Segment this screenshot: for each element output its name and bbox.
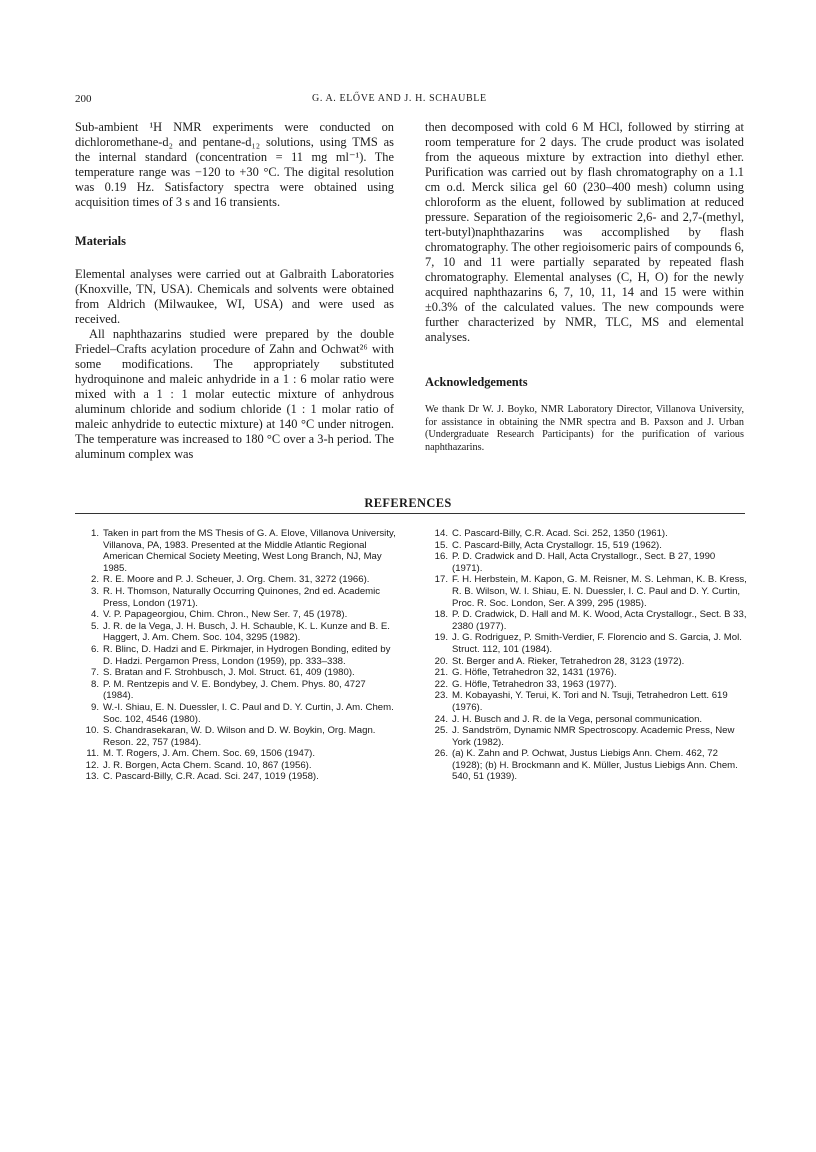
reference-number: 4. bbox=[90, 609, 99, 621]
reference-text: S. Bratan and F. Strohbusch, J. Mol. Struct. 61, 409 (1980). bbox=[103, 667, 355, 679]
reference-item bbox=[80, 725, 398, 748]
reference-number: 25. bbox=[434, 725, 448, 737]
references-divider bbox=[75, 513, 745, 514]
reference-number: 20. bbox=[434, 655, 448, 667]
reference-item bbox=[80, 574, 398, 586]
reference-text: W.-I. Shiau, E. N. Duessler, I. C. Paul and D. Y. Curtin, J. Am. Chem. Soc. 102, 4546 (1980). bbox=[103, 701, 394, 725]
reference-text: P. D. Cradwick and D. Hall, Acta Crystallogr., Sect. B 27, 1990 (1971). bbox=[452, 551, 716, 574]
reference-number: 8. bbox=[90, 678, 99, 690]
reference-item bbox=[429, 679, 747, 691]
reference-number: 11. bbox=[86, 748, 99, 760]
reference-number: 21. bbox=[434, 667, 448, 679]
reference-text: J. G. Rodriguez, P. Smith-Verdier, F. Florencio and S. Garcia, J. Mol. Struct. 112, 101 (1984). bbox=[452, 632, 742, 655]
reference-text: R. E. Moore and P. J. Scheuer, J. Org. Chem. 31, 3272 (1966). bbox=[103, 574, 370, 586]
reference-text: J. R. Borgen, Acta Chem. Scand. 10, 867 (1956). bbox=[103, 759, 312, 771]
reference-item bbox=[429, 725, 747, 748]
reference-item bbox=[429, 632, 747, 655]
reference-text: F. H. Herbstein, M. Kapon, G. M. Reisner, M. S. Lehman, K. B. Kress, R. B. Wilson, W. I. Shiau, E. N. Duessler, I. C. Paul and D. Y. Curtin, Proc. R. Soc. London, Ser. A 399, 295 (1985). bbox=[452, 574, 747, 609]
reference-number: 23. bbox=[434, 690, 448, 702]
reference-item bbox=[80, 609, 398, 621]
reference-text: C. Pascard-Billy, C.R. Acad. Sci. 247, 1019 (1958). bbox=[103, 771, 319, 783]
reference-text: M. T. Rogers, J. Am. Chem. Soc. 69, 1506 (1947). bbox=[103, 748, 316, 760]
acknowledgements-heading: Acknowledgements bbox=[425, 375, 528, 389]
reference-text: J. H. Busch and J. R. de la Vega, personal communication. bbox=[452, 713, 703, 725]
reference-number: 7. bbox=[90, 667, 99, 679]
reference-number: 1. bbox=[90, 528, 99, 539]
reference-text: M. Kobayashi, Y. Terui, K. Tori and N. Tsuji, Tetrahedron Lett. 619 (1976). bbox=[452, 690, 728, 713]
materials-paragraph: Elemental analyses were carried out at Galbraith Laboratories (Knoxville, TN, USA). Chemicals and solvents were obtained from Aldrich (Milwaukee, WI, USA) and were used as received. bbox=[75, 267, 394, 326]
reference-number: 15. bbox=[434, 539, 448, 551]
reference-text: J. R. de la Vega, J. H. Busch, J. H. Schauble, K. L. Kunze and B. E. Haggert, J. Am. Chem. Soc. 104, 3295 (1982). bbox=[103, 620, 390, 644]
reference-item bbox=[80, 528, 398, 574]
reference-item bbox=[429, 609, 747, 632]
reference-number: 9. bbox=[90, 701, 99, 713]
purification-paragraph: then decomposed with cold 6 M HCl, followed by stirring at room temperature for 2 days. The crude product was isolated from the aqueous mixture by extraction into diethyl ether. Purification was carried out by flash chromatography on a 1.1 cm o.d. Merck silica gel 60 (230–400 mesh) column using chloroform as the eluent, followed by sublimation at reduced pressure. Separation of the regioisomeric 2,6- and 2,7-(methyl, tert-butyl)naphthazarins was accomplished by flash chromatography. The other regioisomeric pairs of compounds 6, 7, 10 and 11 were partially separated by repeated flash chromatography. Elemental analyses (C, H, O) for the newly acquired naphthazarins 6, 7, 10, 11, 14 and 15 were within ±0.3% of the calculated values. The new compounds were further characterized by NMR, TLC, MS and elemental analyses. bbox=[425, 120, 744, 344]
reference-item bbox=[429, 656, 747, 668]
page-number: 200 bbox=[75, 93, 92, 105]
reference-text: S. Chandrasekaran, W. D. Wilson and D. W. Boykin, Org. Magn. Reson. 22, 757 (1984). bbox=[103, 725, 376, 748]
reference-item bbox=[429, 690, 747, 713]
reference-text: St. Berger and A. Rieker, Tetrahedron 28, 3123 (1972). bbox=[452, 655, 685, 667]
running-head: G. A. ELŐVE AND J. H. SCHAUBLE bbox=[312, 93, 487, 104]
references-list-right bbox=[429, 528, 747, 783]
materials-heading: Materials bbox=[75, 234, 126, 248]
reference-item bbox=[80, 679, 398, 702]
reference-number: 22. bbox=[434, 678, 448, 690]
reference-item bbox=[429, 667, 747, 679]
reference-text: P. D. Cradwick, D. Hall and M. K. Wood, Acta Crystallogr., Sect. B 33, 2380 (1977). bbox=[452, 609, 747, 632]
reference-item bbox=[429, 540, 747, 552]
reference-item bbox=[80, 702, 398, 725]
reference-number: 26. bbox=[434, 748, 448, 760]
reference-text: J. Sandström, Dynamic NMR Spectroscopy. Academic Press, New York (1982). bbox=[452, 725, 735, 748]
reference-text: R. Blinc, D. Hadzi and E. Pirkmajer, in Hydrogen Bonding, edited by D. Hadzi. Pergamon Press, London (1959), pp. 333–338. bbox=[103, 643, 391, 667]
left-column bbox=[75, 120, 394, 462]
reference-text: (a) K. Zahn and P. Ochwat, Justus Liebigs Ann. Chem. 462, 72 (1928); (b) H. Brockmann and K. Müller, Justus Liebigs Ann. Chem. 540, 51 (1939). bbox=[452, 748, 738, 783]
reference-item bbox=[429, 574, 747, 609]
references-list-left bbox=[80, 528, 398, 783]
reference-number: 17. bbox=[434, 574, 448, 586]
reference-number: 5. bbox=[90, 620, 99, 632]
reference-text: C. Pascard-Billy, Acta Crystallogr. 15, 519 (1962). bbox=[452, 539, 662, 551]
reference-number: 19. bbox=[434, 632, 448, 644]
references-heading: REFERENCES bbox=[364, 496, 452, 510]
reference-number: 18. bbox=[434, 609, 448, 621]
reference-text: G. Höfle, Tetrahedron 33, 1963 (1977). bbox=[452, 678, 617, 690]
reference-item bbox=[429, 748, 747, 783]
right-column bbox=[425, 120, 744, 454]
reference-number: 2. bbox=[90, 574, 99, 586]
nmr-experiments-paragraph: Sub-ambient ¹H NMR experiments were conducted on dichloromethane-d₂ and pentane-d₁₂ solutions, using TMS as the internal standard (concentration = 11 mg ml⁻¹). The temperature range was −120 to +30 °C. The digital resolution was 0.19 Hz. Satisfactory spectra were obtained using acquisition times of 3 s and 16 transients. bbox=[75, 120, 394, 209]
reference-text: R. H. Thomson, Naturally Occurring Quinones, 2nd ed. Academic Press, London (1971). bbox=[103, 585, 381, 609]
reference-number: 12. bbox=[85, 759, 99, 771]
reference-item bbox=[429, 551, 747, 574]
reference-text: P. M. Rentzepis and V. E. Bondybey, J. Chem. Phys. 80, 4727 (1984). bbox=[103, 678, 366, 702]
reference-text: G. Höfle, Tetrahedron 32, 1431 (1976). bbox=[452, 667, 617, 679]
synthesis-paragraph: All naphthazarins studied were prepared by the double Friedel–Crafts acylation procedure of Zahn and Ochwat²⁶ with some modifications. The appropriately substituted hydroquinone and maleic anhydride in a 1 : 6 molar ratio were mixed with a 1 : 1 molar eutectic mixture of anhydrous aluminum chloride and sodium chloride (1 : 1 molar ratio of maleic anhydride to eutectic mixture) at 140 °C under nitrogen. The temperature was increased to 180 °C over a 3-h period. The aluminum complex was bbox=[75, 327, 394, 461]
reference-number: 24. bbox=[434, 713, 448, 725]
reference-item bbox=[80, 771, 398, 783]
reference-number: 10. bbox=[85, 725, 99, 737]
reference-text: C. Pascard-Billy, C.R. Acad. Sci. 252, 1350 (1961). bbox=[452, 528, 668, 539]
reference-number: 14. bbox=[434, 528, 448, 539]
reference-item bbox=[80, 644, 398, 667]
reference-number: 16. bbox=[434, 551, 448, 563]
reference-number: 6. bbox=[90, 643, 99, 655]
reference-number: 3. bbox=[90, 585, 99, 597]
reference-number: 13. bbox=[85, 771, 99, 783]
reference-item bbox=[80, 586, 398, 609]
reference-item bbox=[80, 760, 398, 772]
reference-text: Taken in part from the MS Thesis of G. A. Elove, Villanova University, Villanova, PA, 1983. Presented at the Middle Atlantic Regional American Chemical Society Meeting, West Long Branch, NJ, May 1985. bbox=[103, 528, 396, 574]
reference-item bbox=[80, 667, 398, 679]
acknowledgements-text: We thank Dr W. J. Boyko, NMR Laboratory Director, Villanova University, for assistance in obtaining the NMR spectra and B. Paxson and J. Urban (Undergraduate Research Participants) for the purification of various naphthazarins. bbox=[425, 404, 744, 453]
reference-item bbox=[80, 621, 398, 644]
reference-item bbox=[429, 528, 747, 540]
reference-item bbox=[429, 714, 747, 726]
reference-item bbox=[80, 748, 398, 760]
reference-text: V. P. Papageorgiou, Chim. Chron., New Ser. 7, 45 (1978). bbox=[103, 609, 348, 621]
